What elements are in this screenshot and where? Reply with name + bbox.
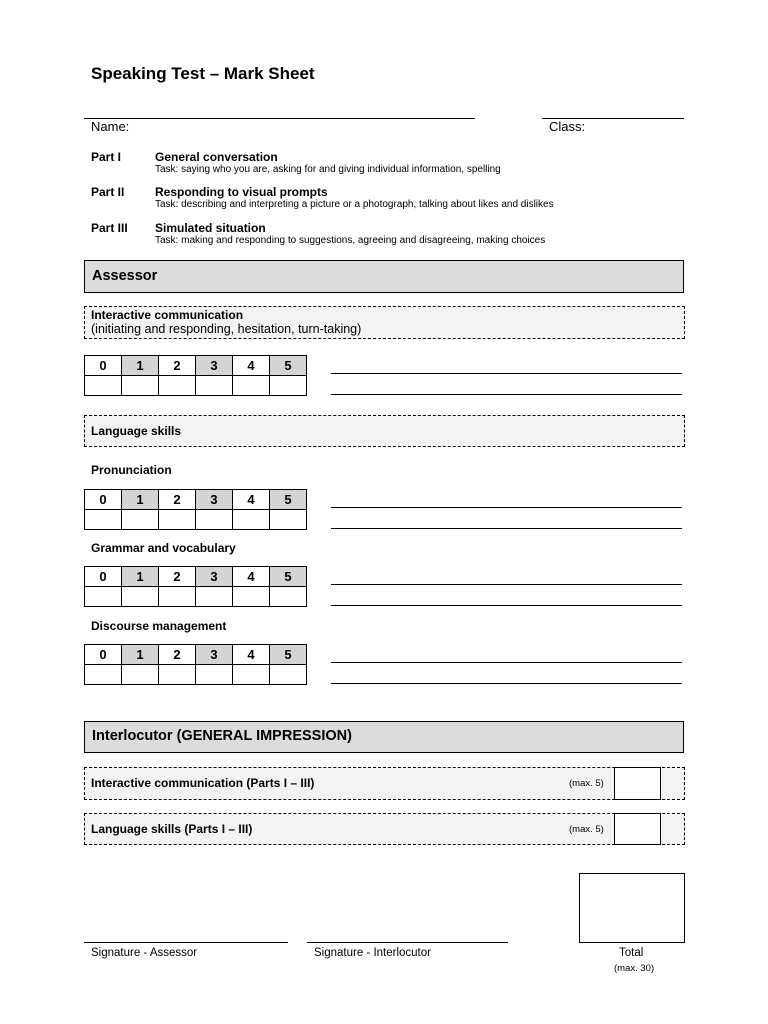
scale-2: 2 [159,490,196,510]
scale-2: 2 [159,645,196,665]
score-cell[interactable] [159,510,196,530]
scale-1: 1 [122,356,159,376]
comment-line[interactable] [331,584,682,585]
scale-5: 5 [270,567,307,587]
total-max: (max. 30) [614,963,655,974]
score-cell[interactable] [122,665,159,685]
class-label: Class: [549,119,586,134]
interactive-communication-subtitle: (initiating and responding, hesitation, turn-taking) [91,322,362,336]
language-skills-box [84,415,685,447]
signature-interlocutor-label: Signature - Interlocutor [314,947,431,959]
interactive-communication-scale [84,355,307,396]
interlocutor-header [84,721,684,753]
scale-4: 4 [233,567,270,587]
scale-4: 4 [233,356,270,376]
scale-3: 3 [196,356,233,376]
score-cell[interactable] [233,510,270,530]
scale-2: 2 [159,356,196,376]
scale-4: 4 [233,490,270,510]
comment-line[interactable] [331,373,682,374]
scale-3: 3 [196,567,233,587]
scale-4: 4 [233,645,270,665]
comment-line[interactable] [331,605,682,606]
scale-5: 5 [270,356,307,376]
scale-5: 5 [270,645,307,665]
page-title: Speaking Test – Mark Sheet [91,64,315,83]
scale-0: 0 [85,567,122,587]
part-1-label: Part I [91,150,122,164]
interlocutor-language-label: Language skills (Parts I – III) [91,822,253,836]
interlocutor-interactive-score-box[interactable] [614,767,661,800]
signature-assessor-line[interactable] [84,942,288,943]
scale-3: 3 [196,490,233,510]
scale-3: 3 [196,645,233,665]
scale-0: 0 [85,645,122,665]
score-cell[interactable] [270,587,307,607]
scale-1: 1 [122,490,159,510]
part-3-heading: Simulated situation [155,221,266,235]
interlocutor-interactive-max: (max. 5) [569,778,604,789]
scale-1: 1 [122,645,159,665]
part-3-label: Part III [91,221,128,235]
signature-assessor-label: Signature - Assessor [91,947,198,959]
score-cell[interactable] [159,665,196,685]
interactive-communication-title: Interactive communication [91,308,244,322]
comment-line[interactable] [331,683,682,684]
score-cell[interactable] [196,376,233,396]
score-cell[interactable] [159,587,196,607]
part-1-task: Task: saying who you are, asking for and giving individual information, spelling [155,164,501,175]
score-cell[interactable] [233,587,270,607]
interlocutor-language-max: (max. 5) [569,824,604,835]
score-cell[interactable] [270,665,307,685]
interlocutor-language-box [84,813,685,845]
comment-line[interactable] [331,528,682,529]
comment-line[interactable] [331,507,682,508]
score-cell[interactable] [270,376,307,396]
name-line[interactable] [84,118,475,119]
interlocutor-interactive-box [84,767,685,800]
part-2-label: Part II [91,185,125,199]
name-label: Name: [91,119,130,134]
score-cell[interactable] [270,510,307,530]
comment-line[interactable] [331,662,682,663]
score-cell[interactable] [85,587,122,607]
grammar-scale [84,566,307,607]
scale-5: 5 [270,490,307,510]
total-score-box[interactable] [579,873,685,943]
interlocutor-heading: Interlocutor (GENERAL IMPRESSION) [92,728,352,744]
scale-2: 2 [159,567,196,587]
assessor-heading: Assessor [92,268,158,284]
score-cell[interactable] [233,376,270,396]
scale-1: 1 [122,567,159,587]
score-cell[interactable] [85,665,122,685]
pronunciation-scale [84,489,307,530]
score-cell[interactable] [122,587,159,607]
score-cell[interactable] [122,376,159,396]
score-cell[interactable] [85,376,122,396]
score-cell[interactable] [122,510,159,530]
assessor-header [84,260,684,293]
part-2-heading: Responding to visual prompts [155,185,328,199]
discourse-scale [84,644,307,685]
part-3-task: Task: making and responding to suggestions, agreeing and disagreeing, making choices [155,235,546,246]
discourse-heading: Discourse management [91,619,227,633]
score-cell[interactable] [85,510,122,530]
interlocutor-interactive-label: Interactive communication (Parts I – III) [91,776,315,790]
signature-interlocutor-line[interactable] [307,942,508,943]
interactive-communication-box [84,306,685,339]
grammar-heading: Grammar and vocabulary [91,541,236,555]
score-cell[interactable] [196,587,233,607]
part-1-heading: General conversation [155,150,278,164]
language-skills-title: Language skills [91,424,182,438]
scale-0: 0 [85,490,122,510]
scale-0: 0 [85,356,122,376]
part-2-task: Task: describing and interpreting a picture or a photograph, talking about likes and dislikes [155,199,554,210]
comment-line[interactable] [331,394,682,395]
score-cell[interactable] [159,376,196,396]
score-cell[interactable] [196,510,233,530]
interlocutor-language-score-box[interactable] [614,813,661,845]
pronunciation-heading: Pronunciation [91,463,172,477]
score-cell[interactable] [196,665,233,685]
total-label: Total [619,947,644,959]
score-cell[interactable] [233,665,270,685]
